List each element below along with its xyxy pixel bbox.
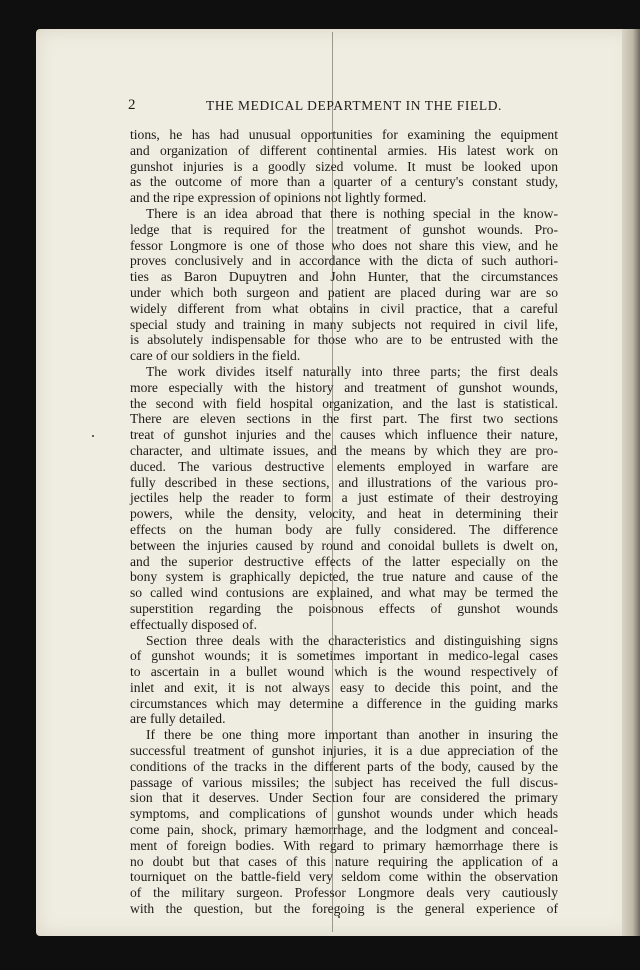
text-line: of the military surgeon. Professor Longmore deals very cautiously [130, 885, 558, 901]
text-line: The work divides itself naturally into three parts; the first deals [146, 363, 558, 379]
text-line: ties as Baron Dupuytren and John Hunter, that the circumstances [130, 269, 558, 285]
facing-page-edge [622, 29, 640, 936]
page-number: 2 [128, 97, 136, 113]
body-text [130, 127, 558, 917]
text-line: circumstances which may determine a difference in the guiding marks [130, 695, 558, 711]
text-line: as the outcome of more than a quarter of a century's constant study, [130, 174, 558, 190]
text-line: the second with field hospital organization, and the last is statistical. [130, 395, 558, 411]
text-line: no doubt but that cases of this nature requiring the application of a [130, 853, 558, 869]
text-line: conditions of the tracks in the different parts of the body, caused by the [130, 758, 558, 774]
text-line: effects on the human body are fully considered. The difference [130, 521, 558, 537]
text-line: and the superior destructive effects of the latter especially on the [130, 553, 558, 569]
text-line: There is an idea abroad that there is nothing special in the know- [146, 205, 558, 221]
text-line: of gunshot wounds; it is sometimes important in medico-legal cases [130, 648, 558, 664]
text-line: passage of various missiles; the subject has received the full discus- [130, 774, 558, 790]
text-line: treat of gunshot injuries and the causes which influence their nature, [130, 427, 558, 443]
paper-speck [92, 435, 94, 437]
text-line: successful treatment of gunshot injuries, it is a due appreciation of the [130, 743, 558, 759]
text-line: sion that it deserves. Under Section four are considered the primary [130, 790, 558, 806]
text-line: and the ripe expression of opinions not lightly formed. [130, 190, 427, 206]
text-line: with the question, but the foregoing is the general experience of [130, 901, 558, 917]
text-line: fessor Longmore is one of those who does not share this view, and he [130, 237, 558, 253]
text-line: ledge that is required for the treatment of gunshot wounds. Pro- [130, 221, 558, 237]
page-header [128, 97, 558, 117]
text-line: effectually disposed of. [130, 616, 257, 632]
text-line: between the injuries caused by round and conoidal bullets is dwelt on, [130, 537, 558, 553]
text-line: are fully detailed. [130, 711, 226, 727]
text-line: Section three deals with the characteristics and distinguishing signs [146, 632, 558, 648]
text-line: proves conclusively and in accordance with the dicta of such authori- [130, 253, 558, 269]
text-line: special study and training in many subjects not required in civil life, [130, 316, 558, 332]
text-line: There are eleven sections in the first part. The first two sections [130, 411, 558, 427]
text-line: powers, while the density, velocity, and heat in determining their [130, 506, 558, 522]
text-line: is absolutely indispensable for those who are to be entrusted with the [130, 332, 558, 348]
text-line: come pain, shock, primary hæmorrhage, and the lodgment and conceal- [130, 822, 558, 838]
text-line: If there be one thing more important than another in insuring the [146, 727, 558, 743]
text-line: jectiles help the reader to form a just estimate of their destroying [130, 490, 558, 506]
text-line: more especially with the history and treatment of gunshot wounds, [130, 379, 558, 395]
text-line: fully described in these sections, and illustrations of the various pro- [130, 474, 558, 490]
text-line: ment of foreign bodies. With regard to primary hæmorrhage there is [130, 837, 558, 853]
text-line: so called wind contusions are explained, and what may be termed the [130, 585, 558, 601]
paper-speck [338, 916, 340, 918]
text-line: bony system is graphically depicted, the true nature and cause of the [130, 569, 558, 585]
text-line: symptoms, and complications of gunshot wounds under which heads [130, 806, 558, 822]
text-line: inlet and exit, it is not always easy to decide this point, and the [130, 679, 558, 695]
text-line: to ascertain in a bullet wound which is the wound respectively of [130, 664, 558, 680]
text-line: care of our soldiers in the field. [130, 348, 301, 364]
text-line: widely different from what obtains in civil practice, that a careful [130, 300, 558, 316]
text-line: tourniquet on the battle-field very seldom come within the observation [130, 869, 558, 885]
text-line: character, and ultimate issues, and the means by which they are pro- [130, 442, 558, 458]
running-head: THE MEDICAL DEPARTMENT IN THE FIELD. [206, 98, 503, 113]
text-line: and organization of different continental armies. His latest work on [130, 142, 558, 158]
text-line: duced. The various destructive elements employed in warfare are [130, 458, 558, 474]
text-line: gunshot injuries is a goodly sized volume. It must be looked upon [130, 158, 558, 174]
text-line: tions, he has had unusual opportunities for examining the equipment [130, 127, 558, 142]
text-line: superstition regarding the poisonous effects of gunshot wounds [130, 600, 558, 616]
text-line: under which both surgeon and patient are placed during war are so [130, 284, 558, 300]
